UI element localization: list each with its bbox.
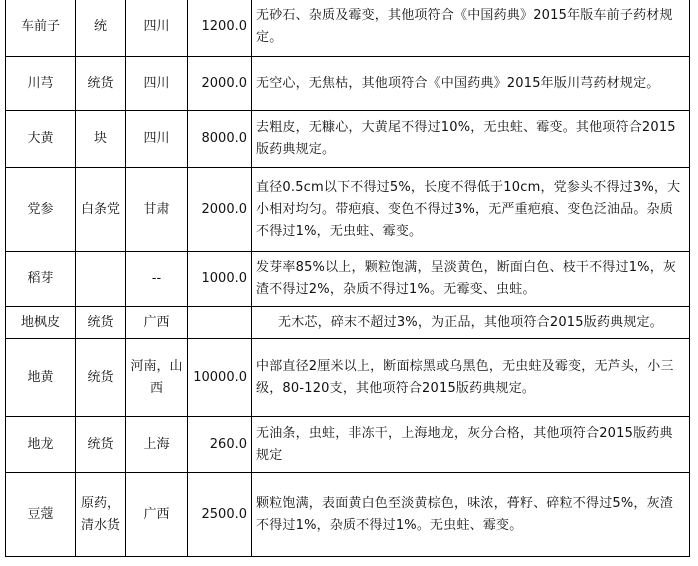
table-row [6, 57, 690, 111]
price-cell: 2500.0 [188, 473, 252, 557]
spec-cell: 原药，清水货 [76, 473, 126, 557]
spec-cell: 统货 [76, 57, 126, 111]
standard-cell: 中部直径2厘米以上，断面棕黑或乌黑色，无虫蛀及霉变，无芦头，小三级，80-120支，其他项符合2015版药典规定。 [252, 339, 690, 417]
herb-name-cell: 大黄 [6, 111, 76, 168]
origin-cell: 四川 [126, 111, 188, 168]
origin-cell: 河南，山西 [126, 339, 188, 417]
origin-cell: 广西 [126, 307, 188, 339]
standard-cell: 无空心，无焦枯，其他项符合《中国药典》2015年版川芎药材规定。 [252, 57, 690, 111]
herb-name-cell: 豆蔻 [6, 473, 76, 557]
standard-cell: 无油条，虫蛀，非冻干，上海地龙，灰分合格，其他项符合2015版药典规定 [252, 417, 690, 473]
table-row [6, 0, 690, 57]
table-row [6, 168, 690, 252]
price-cell: 1200.0 [188, 0, 252, 57]
origin-cell: 四川 [126, 57, 188, 111]
price-cell: 2000.0 [188, 168, 252, 252]
standard-cell: 颗粒饱满，表面黄白色至淡黄棕色，味浓，蓇籽、碎粒不得过5%，灰渣不得过1%，杂质不得过1%。无虫蛀、霉变。 [252, 473, 690, 557]
spec-cell [76, 252, 126, 307]
spec-cell: 统货 [76, 307, 126, 339]
price-cell: 2000.0 [188, 57, 252, 111]
herb-name-cell: 稻芽 [6, 252, 76, 307]
price-cell: 260.0 [188, 417, 252, 473]
spec-cell: 统 [76, 0, 126, 57]
table-row [6, 307, 690, 339]
herb-name-cell: 川芎 [6, 57, 76, 111]
standard-cell: 无木芯，碎末不超过3%，为正品，其他项符合2015版药典规定。 [252, 307, 690, 339]
standard-cell: 无砂石、杂质及霉变，其他项符合《中国药典》2015年版车前子药材规定。 [252, 0, 690, 57]
table-row [6, 339, 690, 417]
origin-cell: 上海 [126, 417, 188, 473]
standard-cell: 直径0.5cm以下不得过5%，长度不得低于10cm，党参头不得过3%，大小相对均匀。带疤痕、变色不得过3%，无严重疤痕、变色泛油品。杂质不得过1%，无虫蛀、霉变。 [252, 168, 690, 252]
herb-name-cell: 地龙 [6, 417, 76, 473]
price-cell: 8000.0 [188, 111, 252, 168]
standard-cell: 去粗皮，无糠心，大黄尾不得过10%，无虫蛀、霉变。其他项符合2015版药典规定。 [252, 111, 690, 168]
origin-cell: 广西 [126, 473, 188, 557]
spec-cell: 白条党 [76, 168, 126, 252]
table-row [6, 111, 690, 168]
price-cell: 1000.0 [188, 252, 252, 307]
origin-cell: -- [126, 252, 188, 307]
herb-name-cell: 车前子 [6, 0, 76, 57]
herb-name-cell: 地黄 [6, 339, 76, 417]
herb-name-cell: 党参 [6, 168, 76, 252]
table-row [6, 473, 690, 557]
origin-cell: 甘肃 [126, 168, 188, 252]
herb-name-cell: 地枫皮 [6, 307, 76, 339]
table-row [6, 252, 690, 307]
price-cell [188, 307, 252, 339]
spec-cell: 统货 [76, 339, 126, 417]
standard-cell: 发芽率85%以上，颗粒饱满，呈淡黄色，断面白色、枝干不得过1%，灰渣不得过2%，杂质不得过1%。无霉变、虫蛀。 [252, 252, 690, 307]
price-cell: 10000.0 [188, 339, 252, 417]
herb-spec-table [5, 0, 690, 557]
table-row [6, 417, 690, 473]
spec-cell: 统货 [76, 417, 126, 473]
spec-cell: 块 [76, 111, 126, 168]
origin-cell: 四川 [126, 0, 188, 57]
